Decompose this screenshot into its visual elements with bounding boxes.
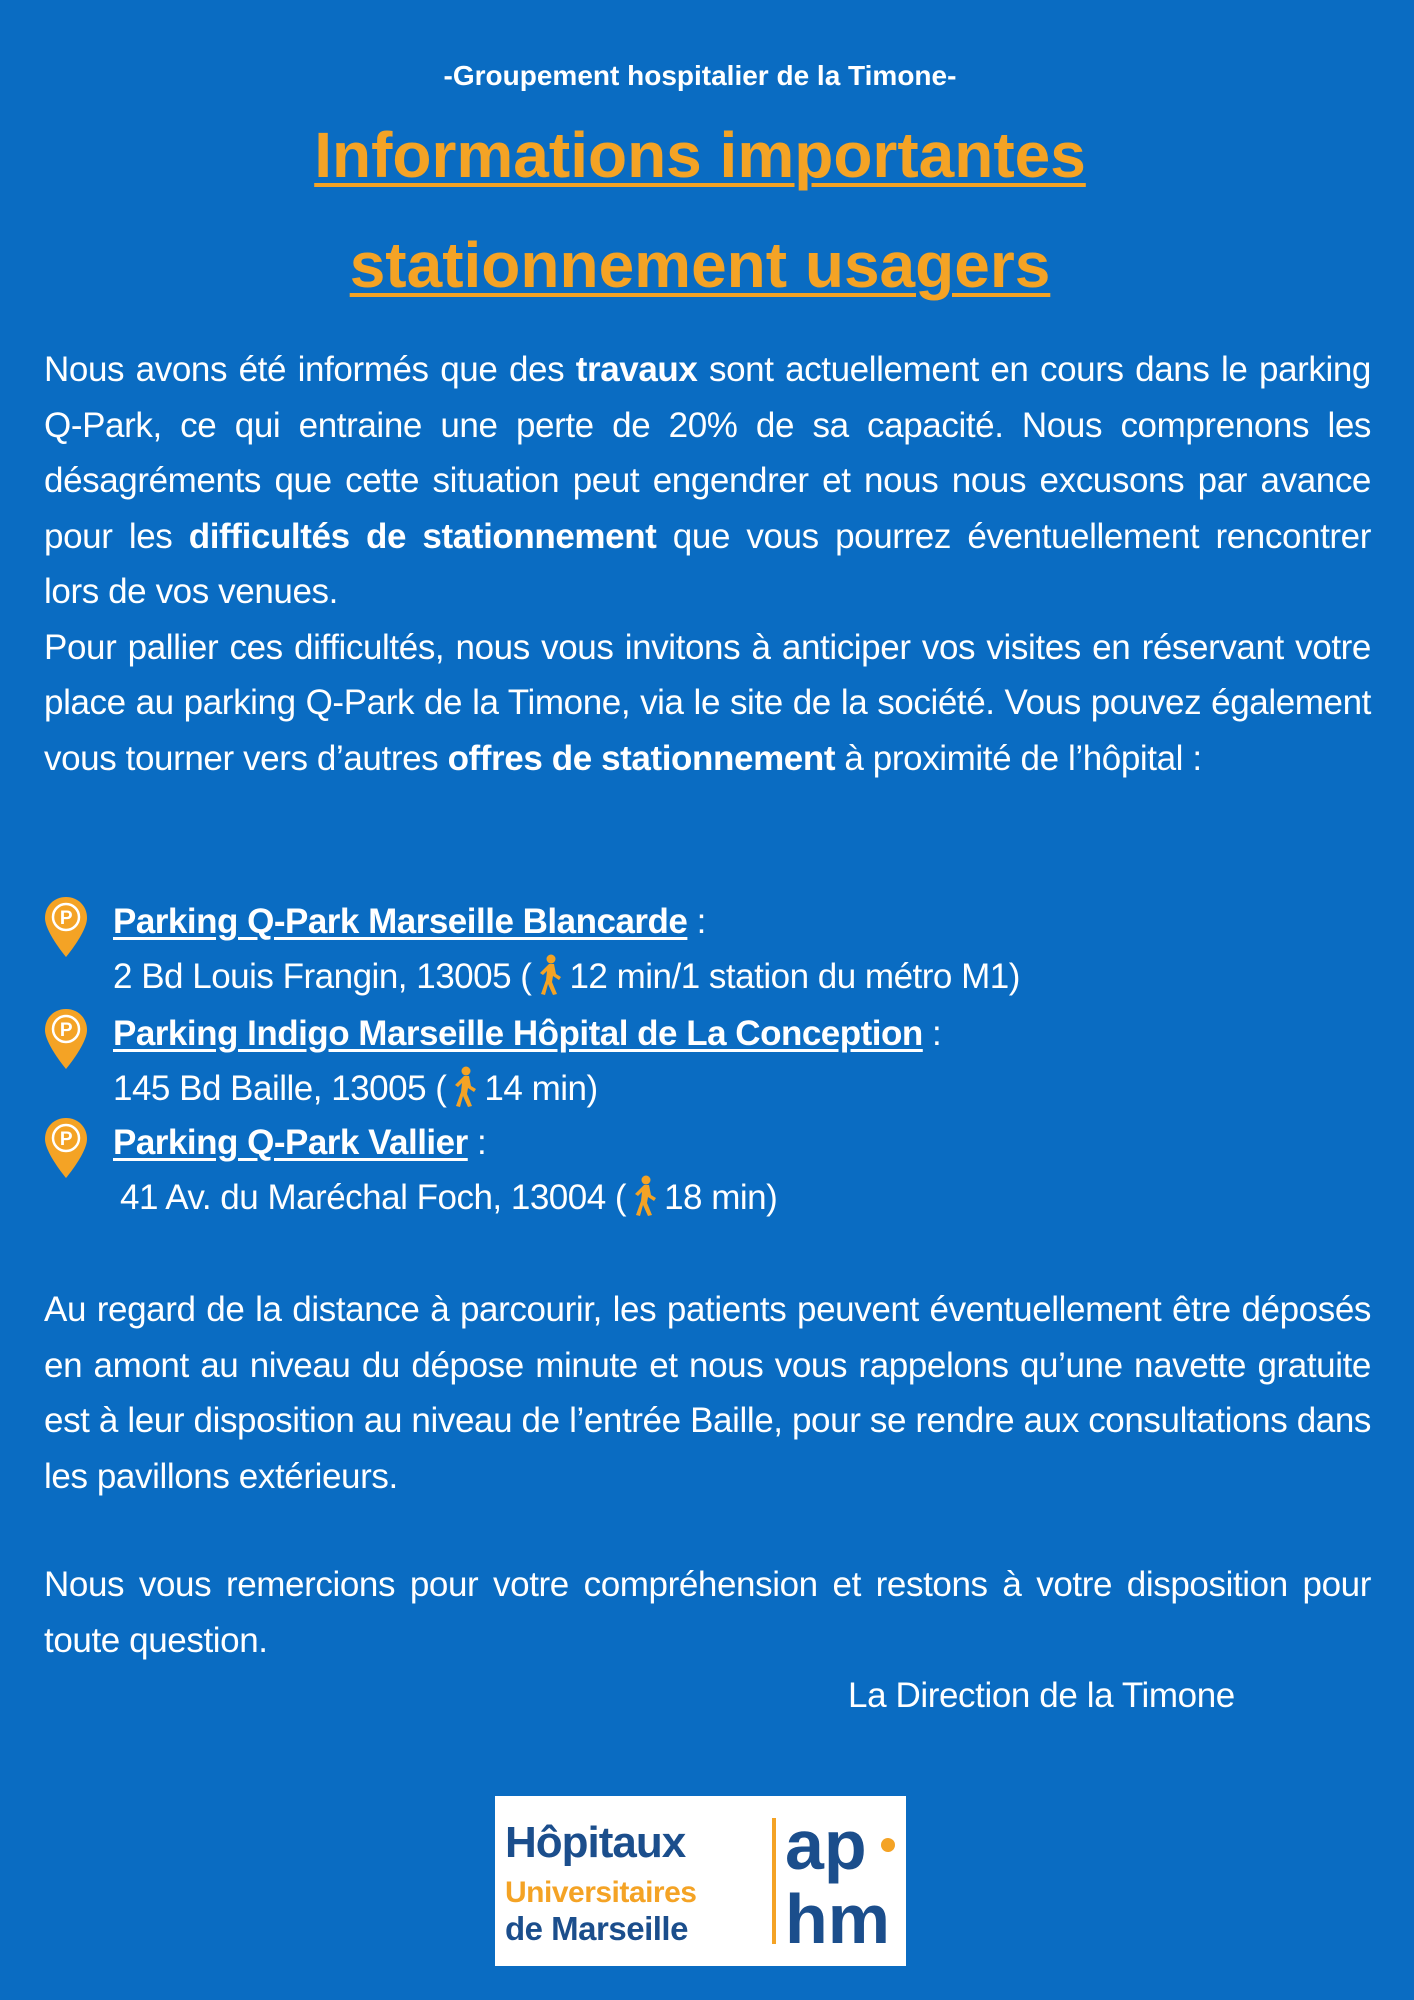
emphasis-text: difficultés de stationnement: [188, 516, 657, 556]
parking-address: 2 Bd Louis Frangin, 13005 (: [113, 957, 532, 996]
paragraph-works: [44, 342, 1371, 620]
parking-item: [44, 1006, 1404, 1116]
logo-dot: [881, 1838, 895, 1852]
parking-item: [44, 1115, 1404, 1225]
parking-colon: :: [687, 902, 706, 941]
parking-name[interactable]: Parking Indigo Marseille Hôpital de La Conception: [113, 1014, 923, 1053]
parking-pin-icon: [44, 1008, 88, 1070]
parking-colon: :: [467, 1123, 487, 1162]
parking-pin-icon: [44, 896, 88, 958]
organization-heading: -Groupement hospitalier de la Timone-: [443, 60, 957, 91]
logo-line2: Universitaires: [505, 1876, 697, 1909]
paragraph-alternatives: [44, 620, 1371, 787]
pedestrian-icon: [535, 954, 565, 996]
pedestrian-icon: [630, 1175, 660, 1217]
parking-name[interactable]: Parking Q-Park Marseille Blancarde: [113, 902, 688, 941]
intro-paragraphs: [44, 342, 1371, 786]
logo-mark-bottom: hm: [785, 1880, 890, 1958]
svg-text:P: P: [59, 1129, 73, 1150]
parking-pin-icon: [44, 1117, 88, 1179]
signature: La Direction de la Timone: [848, 1676, 1235, 1715]
aphm-logo: [495, 1796, 906, 1966]
logo-mark-top: ap: [785, 1806, 867, 1884]
pedestrian-icon: [450, 1066, 480, 1108]
walk-time: 14 min): [484, 1069, 598, 1108]
parking-colon: :: [922, 1014, 942, 1053]
parking-address: 145 Bd Baille, 13005 (: [113, 1069, 447, 1108]
parking-item: [44, 894, 1404, 1004]
svg-text:P: P: [59, 908, 73, 929]
emphasis-text: offres de stationnement: [447, 738, 836, 778]
paragraph-text: Pour pallier ces difficultés, nous vous invitons à anticiper vos visites en réservant votre place au parking Q-Park de la Timone, via le site de la société. Vous pouvez également vous tourner vers d’autres: [44, 627, 1371, 778]
walk-time: 18 min): [664, 1178, 778, 1217]
page-title-line1: Informations importantes: [314, 119, 1086, 191]
logo-separator: [772, 1818, 776, 1944]
logo-line3: de Marseille: [505, 1910, 688, 1947]
paragraph-text: que vous pourrez éventuellement rencontrer lors de vos venues.: [44, 516, 1371, 611]
paragraph-thanks: Nous vous remercions pour votre compréhension et restons à votre disposition pour toute question.: [44, 1565, 1371, 1660]
svg-text:P: P: [59, 1020, 73, 1041]
paragraph-text: à proximité de l’hôpital :: [835, 738, 1202, 778]
paragraph-shuttle: Au regard de la distance à parcourir, les patients peuvent éventuellement être déposés en amont au niveau du dépose minute et nous vous rappelons qu’une navette gratuite est à leur disposition au niveau de l’entrée Baille, pour se rendre aux consultations dans les pavillons extérieurs.: [44, 1290, 1371, 1496]
walk-time: 12 min/1 station du métro M1): [569, 957, 1020, 996]
parking-name[interactable]: Parking Q-Park Vallier: [113, 1123, 468, 1162]
parking-address: 41 Av. du Maréchal Foch, 13004 (: [120, 1178, 627, 1217]
emphasis-text: travaux: [575, 350, 698, 389]
page-title-line2: stationnement usagers: [349, 229, 1051, 301]
logo-line1: Hôpitaux: [505, 1818, 686, 1867]
paragraph-text: Nous avons été informés que des: [44, 350, 576, 389]
paragraph-text: sont actuellement en cours dans le parking Q-Park, ce qui entraine une perte de 20% de sa capacité. Nous comprenons les désagréments que cette situation peut engendrer et nous nous excusons par avance pour les: [44, 350, 1371, 556]
